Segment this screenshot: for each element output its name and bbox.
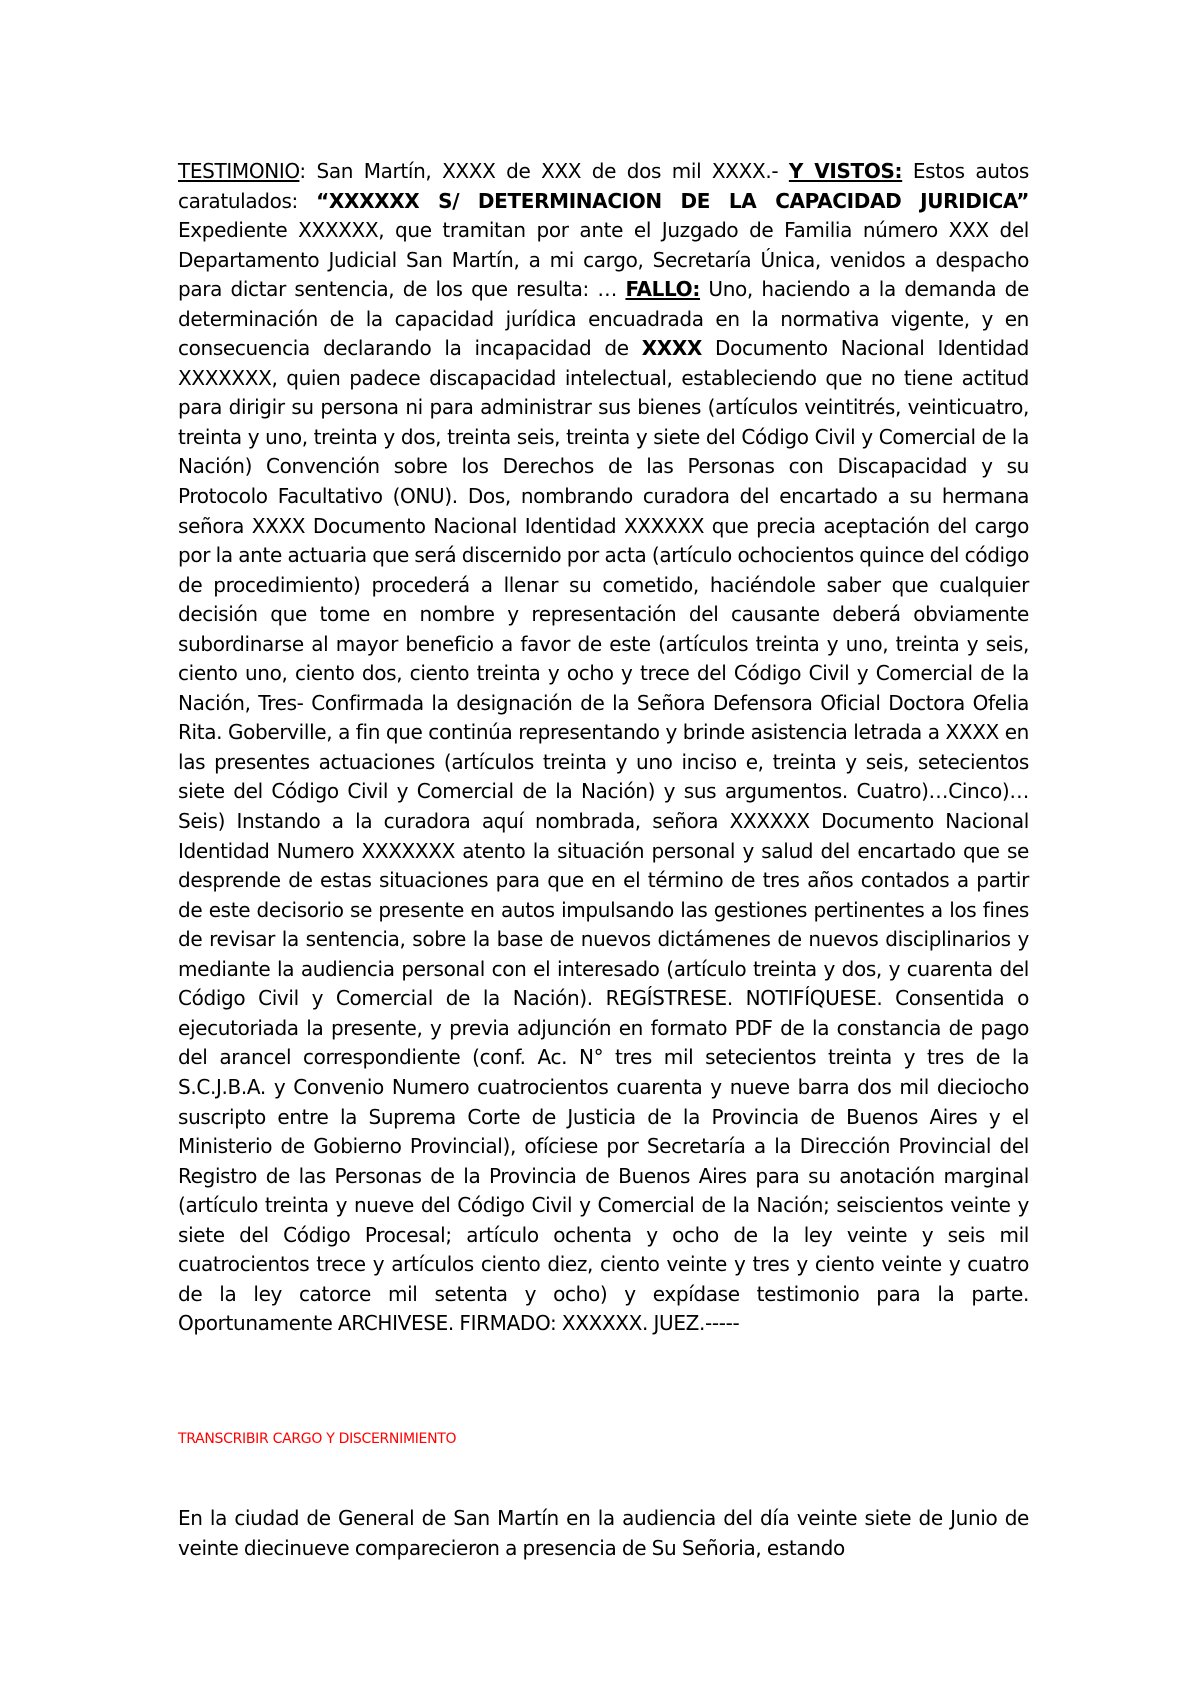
vistos-label: Y VISTOS: <box>788 159 903 183</box>
testimonio-paragraph <box>178 157 1029 1339</box>
incapaz-name: XXXX <box>641 336 702 361</box>
testimonio-label: TESTIMONIO <box>178 159 300 183</box>
body-part-2: Uno, haciendo a la demanda de determinación de la capacidad jurídica encuadrada en la normativa vigente, y en consecuencia declarando la incapacidad de <box>178 277 1029 361</box>
section-heading: TRANSCRIBIR CARGO Y DISCERNIMIENTO <box>178 1431 457 1447</box>
body-part-1: Expediente XXXXXX, que tramitan por ante el Juzgado de Familia número XXX del Departamento Judicial San Martín, a mi cargo, Secretaría Única, venidos a despacho para dictar sentencia, de los que resulta: … <box>178 218 1029 302</box>
caratula-title: “XXXXXX S/ DETERMINACION DE LA CAPACIDAD JURIDICA” <box>316 188 1029 213</box>
body-part-3: Documento Nacional Identidad XXXXXXX, quien padece discapacidad intelectual, estableciendo que no tiene actitud para dirigir su persona ni para administrar sus bienes (artículos veintitrés, veinticuatro, treinta y uno, treinta y dos, treinta seis, treinta y siete del Código Civil y Comercial de la Nación) Convención sobre los Derechos de las Personas con Discapacidad y su Protocolo Facultativo (ONU). Dos, nombrando curadora del encartado a su hermana señora XXXX Documento Nacional Identidad XXXXXX que precia aceptación del cargo por la ante actuaria que será discernido por acta (artículo ochocientos quince del código de procedimiento) procederá a llenar su cometido, haciéndole saber que cualquier decisión que tome en nombre y representación del causante deberá obviamente subordinarse al mayor beneficio a favor de este (artículos treinta y uno, treinta y seis, ciento uno, ciento dos, ciento treinta y ocho y trece del Código Civil y Comercial de la Nación, Tres- Confirmada la designación de la Señora Defensora Oficial Doctora Ofelia Rita. Goberville, a fin que continúa representando y brinde asistencia letrada a XXXX en las presentes actuaciones (artículos treinta y uno inciso e, treinta y seis, setecientos siete del Código Civil y Comercial de la Nación) y sus argumentos. Cuatro)…Cinco)…Seis) Instando a la curadora aquí nombrada, señora XXXXXX Documento Nacional Identidad Numero XXXXXXX atento la situación personal y salud del encartado que se desprende de estas situaciones para que en el término de tres años contados a partir de este decisorio se presente en autos impulsando las gestiones pertinentes a los fines de revisar la sentencia, sobre la base de nuevos dictámenes de nuevos disciplinarios y mediante la audiencia personal con el interesado (artículo treinta y dos, y cuarenta del Código Civil y Comercial de la Nación). REGÍSTRESE. NOTIFÍQUESE. Consentida o ejecutoriada la presente, y previa adjunción en formato PDF de la constancia de pago del arancel correspondiente (conf. Ac. N° tres mil setecientos treinta y tres de la S.C.J.B.A. y Convenio Numero cuatrocientos cuarenta y nueve barra dos mil dieciocho suscripto entre la Suprema Corte de Justicia de la Provincia de Buenos Aires y el Ministerio de Gobierno Provincial), ofíciese por Secretaría a la Dirección Provincial del Registro de las Personas de la Provincia de Buenos Aires para su anotación marginal (artículo treinta y nueve del Código Civil y Comercial de la Nación; seiscientos veinte y siete del Código Procesal; artículo ochenta y ocho de la ley veinte y seis mil cuatrocientos trece y artículos ciento diez, ciento veinte y tres y ciento veinte y cuatro de la ley catorce mil setenta y ocho) y expídase testimonio para la parte. Oportunamente ARCHIVESE. FIRMADO: XXXXXX. JUEZ.----- <box>178 336 1029 1336</box>
testimonio-date: San Martín, XXXX de XXX de dos mil XXXX.- <box>316 159 789 183</box>
intro-text: Estos autos caratulados: <box>178 159 1030 213</box>
acta-paragraph: En la ciudad de General de San Martín en la audiencia del día veinte siete de Junio de veinte diecinueve comparecieron a presencia de Su Señoria, estando <box>178 1506 1029 1560</box>
fallo-label: FALLO: <box>625 277 700 302</box>
testimonio-colon: : <box>299 159 317 183</box>
